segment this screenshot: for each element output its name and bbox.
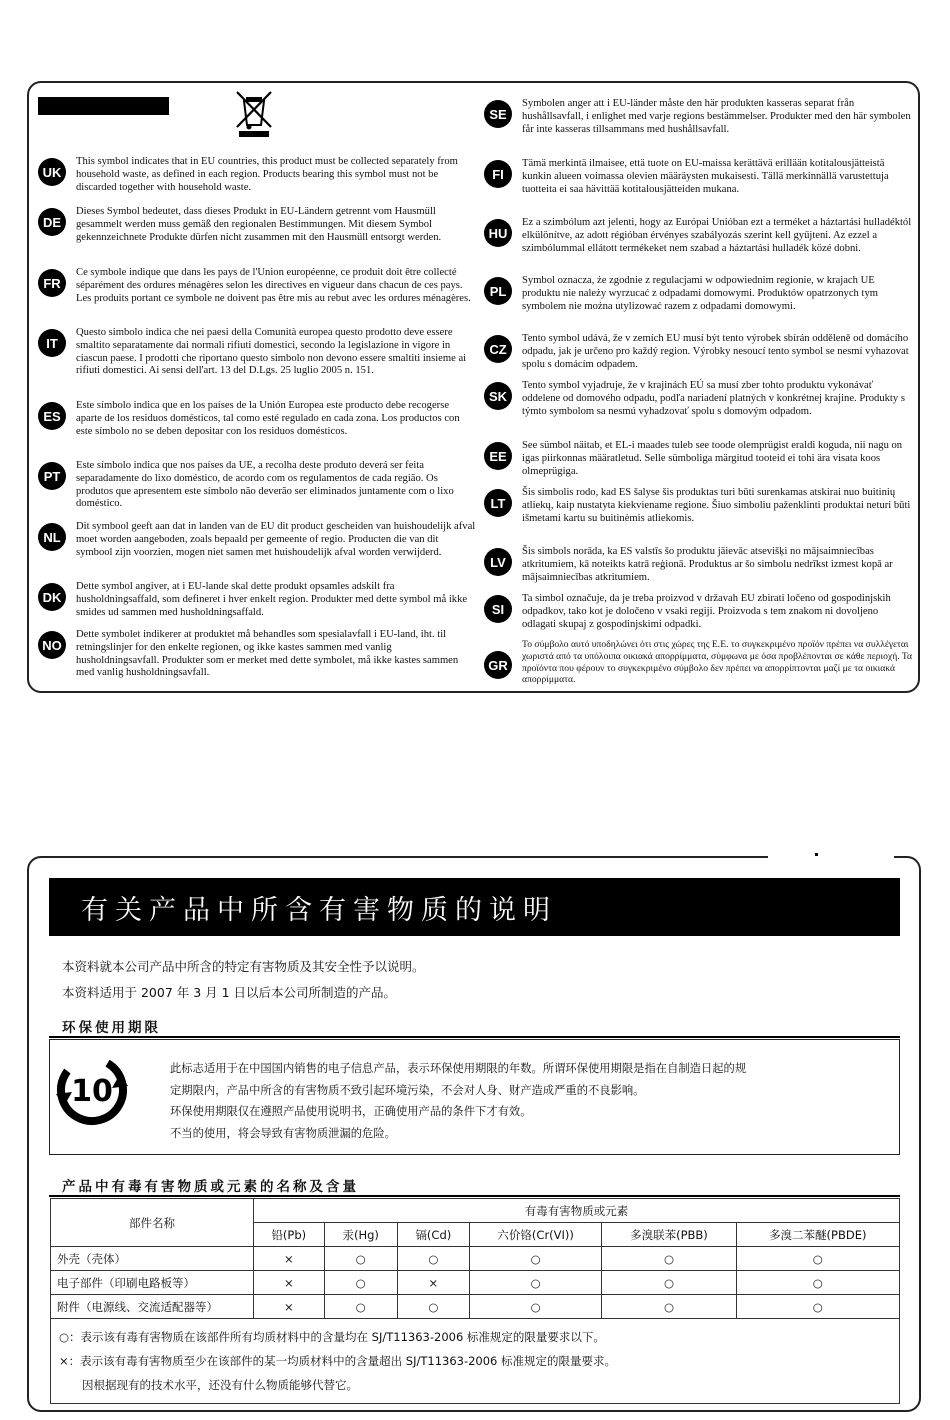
note-line: 因根据现有的技术水平，还没有什么物质能够代替它。 (59, 1378, 358, 1392)
weee-text: Questo simbolo indica che nei paesi della Comunità europea questo prodotto deve essere smaltito separatamente dai normali rifiuti domestici, secondo la legislazione in vigore in ciascun paese. I prodotti che riportano questo simbolo non devono essere smaltiti insieme ai rifiuti domestici. Ai sensi dell'art. 13 del D.Lgs. 25 luglio 2005 n. 151. (76, 327, 467, 377)
crossed-bin-icon (233, 89, 275, 137)
lang-badge: CZ (484, 335, 512, 363)
table-cell: × (397, 1271, 469, 1295)
table-cell: ○ (397, 1247, 469, 1271)
weee-entry-dk (38, 581, 476, 619)
table-cell: ○ (469, 1271, 601, 1295)
weee-entry-si (484, 593, 914, 631)
lang-badge: SK (484, 382, 512, 410)
weee-entry-se (484, 98, 914, 136)
column-header: 汞(Hg) (324, 1223, 397, 1247)
table-notes-row (51, 1319, 900, 1404)
column-header: 铅(Pb) (254, 1223, 325, 1247)
weee-text: Symbolen anger att i EU-länder måste den här produkten kasseras separat från hushållsavfall, i enlighet med varje regions bestämmelser. Produkter med den här symbolen får inte kasseras tillsammans med hushållsavfall. (522, 98, 911, 135)
lang-badge: FR (38, 269, 66, 297)
column-header: 六价铬(Cr(VI)) (469, 1223, 601, 1247)
env-logo-number: 10 (71, 1074, 113, 1109)
weee-text: Šis simbols norāda, ka ES valstīs šo produktu jāievāc atsevišķi no mājsaimniecības atkritumiem, kā noteikts katrā reģionā. Produktus ar šo simbolu nedrīkst izmest kopā ar mājsaimniecības atkritumiem. (522, 546, 893, 583)
note-line: ○：表示该有毒有害物质在该部件所有均质材料中的含量均在 SJ/T11363-2006 标准规定的限量要求以下。 (59, 1330, 605, 1344)
lang-badge: SI (484, 595, 512, 623)
frame-gap (768, 852, 894, 860)
weee-text: See sümbol näitab, et EL-i maades tuleb see toode olemprügist eraldi koguda, nii nagu on igas piirkonnas määratletud. Selle sümboliga märgitud tooteid ei tohi ära visata koos olmeprügiga. (522, 440, 903, 477)
table-cell: ○ (602, 1295, 736, 1319)
weee-entry-lt (484, 487, 914, 525)
table-cell: × (254, 1247, 325, 1271)
env-heading-rule (49, 1036, 900, 1038)
table-notes (51, 1319, 900, 1404)
lang-badge: PT (38, 462, 66, 490)
table-cell: ○ (736, 1247, 899, 1271)
substance-group-header: 有毒有害物质或元素 (254, 1199, 900, 1223)
table-cell: ○ (469, 1247, 601, 1271)
table-cell: ○ (602, 1247, 736, 1271)
weee-entry-no (38, 629, 476, 680)
env-line: 环保使用期限仅在遵照产品使用说明书，正确使用产品的条件下才有效。 (170, 1105, 532, 1118)
table-row (51, 1247, 900, 1271)
env-protection-period-icon (56, 1054, 128, 1126)
lang-badge: GR (484, 651, 512, 679)
weee-entry-lv (484, 546, 914, 584)
weee-text: Tämä merkintä ilmaisee, että tuote on EU-maissa kerättävä erillään kotitalousjätteistä kunkin alueen voimassa olevien määräysten mukaisesti. Tällä merkinnällä varustettuja tuotteita ei saa hävittää kotitalousjätteiden mukana. (522, 158, 889, 195)
lang-badge: PL (484, 277, 512, 305)
weee-entry-ee (484, 440, 914, 478)
lang-badge: DK (38, 583, 66, 611)
env-line: 此标志适用于在中国国内销售的电子信息产品，表示环保使用期限的年数。所谓环保使用期限是指在自制造日起的规 (170, 1062, 747, 1075)
table-cell: ○ (324, 1247, 397, 1271)
table-row (51, 1271, 900, 1295)
weee-entry-pt (38, 460, 476, 511)
lang-badge: FI (484, 160, 512, 188)
weee-entry-hu (484, 217, 914, 255)
weee-text: Dieses Symbol bedeutet, dass dieses Produkt in EU-Ländern getrennt vom Hausmüll gesammelt werden muss gemäß den regionalen Bestimmungen. Mit diesem Symbol gekennzeichnete Produkte dürfen nicht zusammen mit den Hausmüll entsorgt werden. (76, 206, 442, 243)
weee-text: Το σύμβολο αυτό υποδηλώνει ότι στις χώρες της Ε.Ε. το συγκεκριμένο προϊόν πρέπει να συλλέγεται χωριστά από τα υπόλοιπα οικιακά απορρίμματα, σύμφωνα με όσα προβλέπονται σε κάθε περιοχή. Τα προϊόντα που φέρουν το συγκεκριμένο σύμβολο δεν πρέπει να απορρίπτονται μαζί με τα οικιακά απορρίμματα. (522, 639, 913, 686)
black-label-bar (38, 97, 169, 115)
table-cell: ○ (736, 1271, 899, 1295)
env-period-box (49, 1039, 900, 1155)
weee-entry-fi (484, 158, 914, 196)
lang-badge: UK (38, 158, 66, 186)
table-header-row (51, 1199, 900, 1223)
hazardous-table-heading: 产品中有毒有害物质或元素的名称及含量 (62, 1179, 359, 1195)
weee-text: Este símbolo indica que en los países de la Unión Europea este producto debe recogerse aparte de los residuos domésticos, tal como esté regulado en cada zona. Los productos con este símbolo no se deben depositar con los residuos domésticos. (76, 400, 460, 437)
weee-text: Ta simbol označuje, da je treba proizvod v državah EU zbirati ločeno od gospodinjskih odpadkov, tako kot je določeno v vsaki regiji. Proizvoda s tem znakom ni dovoljeno odlagati skupaj z gospodinjskimi odpadki. (522, 593, 891, 630)
weee-text: This symbol indicates that in EU countries, this product must be collected separately from household waste, as defined in each region. Products bearing this symbol must not be discarded together with household waste. (76, 156, 458, 193)
table-cell: × (254, 1295, 325, 1319)
weee-text: Ez a szimbólum azt jelenti, hogy az Európai Unióban ezt a terméket a háztartási hulladéktól elkülönítve, az adott régióban érvényes szabályozás szerint kell gyűjteni. Az ezzel a szimbólummal ellátott termékeket nem szabad a háztartási hulladék közé dobni. (522, 217, 912, 254)
table-cell: ○ (469, 1295, 601, 1319)
weee-text: Dit symbool geeft aan dat in landen van de EU dit product gescheiden van huishoudelijk afval moet worden aangeboden, zoals bepaald per gemeente of regio. Producten die van dit symbool zijn voorzien, mogen niet samen met huishoudelijk afval worden verwijderd. (76, 521, 476, 558)
lang-badge: LT (484, 489, 512, 517)
lang-badge: SE (484, 100, 512, 128)
lang-badge: ES (38, 402, 66, 430)
weee-entry-es (38, 400, 476, 438)
note-line: ×：表示该有毒有害物质至少在该部件的某一均质材料中的含量超出 SJ/T11363-2006 标准规定的限量要求。 (59, 1354, 617, 1368)
weee-text: Dette symbolet indikerer at produktet må behandles som spesialavfall i EU-land, iht. til retningslinjer for den enkelte regionen, og ikke kastes sammen med vanlig husholdningsavfall. Produkter som er merket med dette symbolet, må ikke kastes sammen med vanlig husholdningsavfall. (76, 629, 459, 679)
weee-entry-fr (38, 267, 476, 305)
weee-entry-gr (484, 639, 914, 686)
env-period-heading: 环保使用期限 (62, 1020, 161, 1036)
weee-text: Tento symbol vyjadruje, že v krajinách EÚ sa musí zber tohto produktu vykonávať oddelene od domového odpadu, podľa nariadení platných v konkrétnej krajine. Produkty s týmto symbolom sa nesmú vyhadzovať spolu s domovým odpadom. (522, 380, 905, 417)
frame-dot (815, 853, 818, 856)
env-line: 定期限内，产品中所含的有害物质不致引起环境污染，不会对人身、财产造成严重的不良影响。 (170, 1083, 645, 1097)
env-line: 不当的使用，将会导致有害物质泄漏的危险。 (170, 1126, 396, 1140)
lang-badge: HU (484, 219, 512, 247)
column-header: 镉(Cd) (397, 1223, 469, 1247)
weee-text: Dette symbol angiver, at i EU-lande skal dette produkt opsamles adskilt fra husholdningsaffald, som defineret i hver enkelt region. Produkter med dette symbol må ikke smides ud sammen med husholdningsaffald. (76, 581, 468, 618)
weee-entry-uk (38, 156, 476, 194)
table-cell: ○ (736, 1295, 899, 1319)
part-name-header: 部件名称 (51, 1199, 254, 1247)
weee-entry-it (38, 327, 476, 378)
table-cell: ○ (602, 1271, 736, 1295)
lang-badge: NO (38, 631, 66, 659)
lang-badge: EE (484, 442, 512, 470)
table-cell: × (254, 1271, 325, 1295)
lang-badge: NL (38, 523, 66, 551)
lang-badge: DE (38, 208, 66, 236)
weee-panel (27, 81, 920, 693)
table-cell: ○ (324, 1271, 397, 1295)
table-heading-rule (49, 1195, 900, 1197)
weee-entry-de (38, 206, 476, 244)
lang-badge: IT (38, 329, 66, 357)
weee-text: Symbol oznacza, że zgodnie z regulacjami w odpowiednim regionie, w krajach UE produktu nie należy wyrzucać z odpadami domowymi. Produktów opatrzonych tym symbolem nie można utylizować razem z odpadami domowymi. (522, 275, 878, 312)
weee-text: Šis simbolis rodo, kad ES šalyse šis produktas turi būti surenkamas atskirai nuo buitinių atliekų, kaip nustatyta kiekviename regione. Šiuo simboliu paženklinti produktai neturi būti išmetami kartu su buitinėmis atliekomis. (522, 487, 911, 524)
weee-entry-sk (484, 380, 914, 418)
weee-text: Tento symbol udává, že v zemích EU musí být tento výrobek sbírán odděleně od domácího odpadu, jak je určeno pro každý region. Výrobky nesoucí tento symbol se nesmí vyhazovat spolu s domácím odpadem. (522, 333, 909, 370)
weee-text: Ce symbole indique que dans les pays de l'Union européenne, ce produit doit être collecté séparément des ordures ménagères selon les directives en vigueur dans chacun de ces pays. Les produits portant ce symbole ne doivent pas être mis au rebut avec les ordures ménagères. (76, 267, 471, 304)
table-cell: ○ (324, 1295, 397, 1319)
intro-line-2: 本资料适用于 2007 年 3 月 1 日以后本公司所制造的产品。 (62, 985, 397, 1000)
part-name: 附件（电源线、交流适配器等） (51, 1295, 254, 1319)
column-header: 多溴二苯醚(PBDE) (736, 1223, 899, 1247)
table-row (51, 1295, 900, 1319)
part-name: 电子部件（印刷电路板等） (51, 1271, 254, 1295)
weee-entry-nl (38, 521, 476, 559)
intro-line-1: 本资料就本公司产品中所含的特定有害物质及其安全性予以说明。 (62, 959, 425, 974)
weee-entry-pl (484, 275, 914, 313)
column-header: 多溴联苯(PBB) (602, 1223, 736, 1247)
lang-badge: LV (484, 548, 512, 576)
table-cell: ○ (397, 1295, 469, 1319)
china-title: 有关产品中所含有害物质的说明 (49, 878, 900, 936)
weee-text: Este símbolo indica que nos países da UE, a recolha deste produto deverá ser feita separadamente do lixo doméstico, de acordo com os regulamentos de cada região. Os produtos que apresentem este símbolo não deverão ser eliminados juntamente com o lixo doméstico. (76, 460, 454, 510)
env-period-text (170, 1058, 746, 1144)
hazardous-substance-table (50, 1198, 900, 1404)
weee-entry-cz (484, 333, 914, 371)
part-name: 外壳（壳体） (51, 1247, 254, 1271)
